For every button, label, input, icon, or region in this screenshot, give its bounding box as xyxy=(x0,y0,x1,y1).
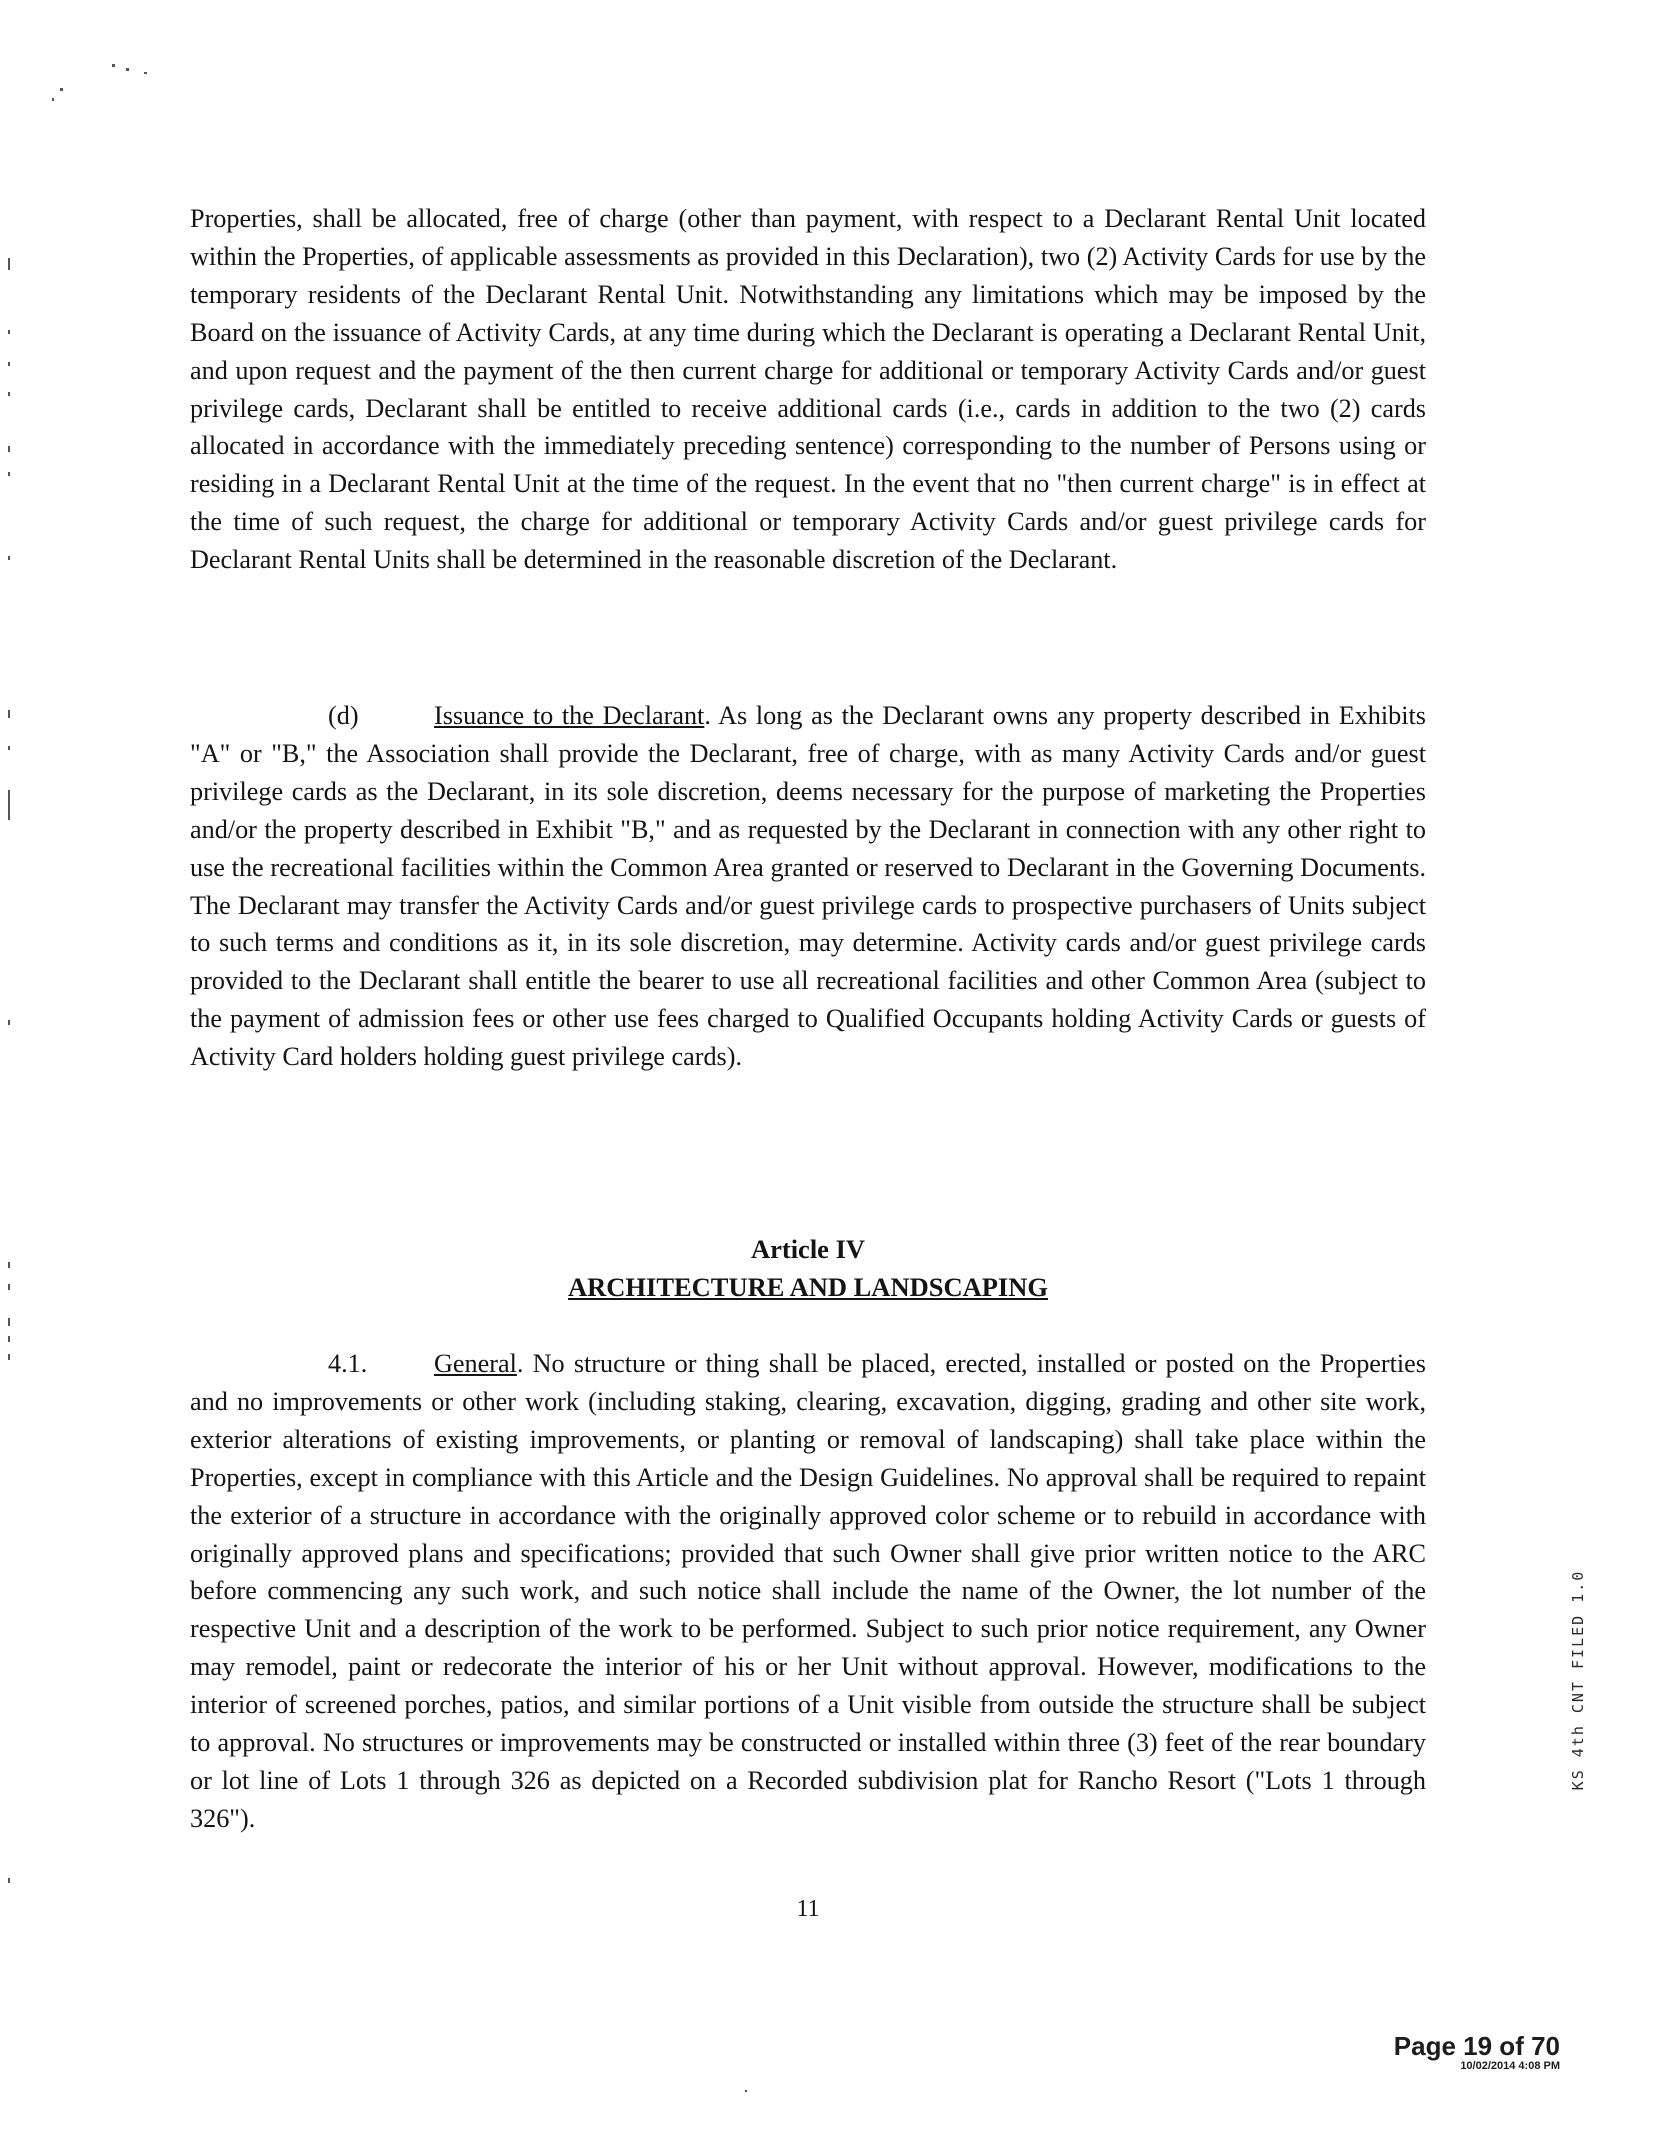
continuation-paragraph-text: Properties, shall be allocated, free of charge (other than payment, with respect to a Declarant Rental Unit located within the Properties, of applicable assessments as provided in this Declaration), two (2) Activity Cards for use by the temporary residents of the Declarant Rental Unit. Notwithstanding any limitations which may be imposed by the Board on the issuance of Activity Cards, at any time during which the Declarant is operating a Declarant Rental Unit, and upon request and the payment of the then current charge for additional or temporary Activity Cards and/or guest privilege cards, Declarant shall be entitled to receive additional cards (i.e., cards in addition to the two (2) cards allocated in accordance with the immediately preceding sentence) corresponding to the number of Persons using or residing in a Declarant Rental Unit at the time of the request. In the event that no "then current charge" is in effect at the time of such request, the charge for additional or temporary Activity Cards and/or guest privilege cards for Declarant Rental Units shall be determined in the reasonable discretion of the Declarant. xyxy=(190,204,1426,575)
scan-mark xyxy=(8,1262,10,1268)
recording-stamp-text: KS 4th CNT FILED 1.0 xyxy=(1569,1569,1587,1791)
article-number: Article IV xyxy=(750,1234,866,1264)
scan-mark xyxy=(8,746,10,750)
scan-mark xyxy=(8,710,10,718)
section-4-1-heading: General xyxy=(434,1349,517,1378)
scan-mark xyxy=(8,1318,10,1326)
page-stamp xyxy=(1362,2032,1560,2073)
scan-mark xyxy=(8,1354,10,1360)
scan-mark xyxy=(8,1336,10,1342)
section-4-1-number: 4.1. xyxy=(328,1349,368,1378)
recording-stamp xyxy=(1568,1520,1588,1840)
scan-mark xyxy=(144,72,147,74)
section-d-number: (d) xyxy=(328,701,359,730)
scan-mark xyxy=(112,64,115,67)
scan-mark xyxy=(745,2090,747,2092)
scan-mark xyxy=(8,1020,10,1025)
scan-mark xyxy=(8,258,10,270)
scan-mark xyxy=(8,392,10,396)
scan-mark xyxy=(8,1284,10,1290)
section-d-body: . As long as the Declarant owns any property described in Exhibits "A" or "B," the Association shall provide the Declarant, free of charge, with as many Activity Cards and/or guest privilege cards as the Declarant, in its sole discretion, deems necessary for the purpose of marketing the Properties and/or the property described in Exhibit "B," and as requested by the Declarant in connection with any other right to use the recreational facilities within the Common Area granted or reserved to Declarant in the Governing Documents. The Declarant may transfer the Activity Cards and/or guest privilege cards to prospective purchasers of Units subject to such terms and conditions as it, in its sole discretion, may determine. Activity cards and/or guest privilege cards provided to the Declarant shall entitle the bearer to use all recreational facilities and other Common Area (subject to the payment of admission fees or other use fees charged to Qualified Occupants holding Activity Cards or guests of Activity Card holders holding guest privilege cards). xyxy=(190,701,1426,1072)
section-4-1-paragraph xyxy=(190,1345,1426,1838)
scan-mark xyxy=(8,556,10,560)
section-d-heading: Issuance to the Declarant xyxy=(434,701,705,730)
continuation-paragraph xyxy=(190,200,1426,579)
scan-mark xyxy=(8,472,10,476)
scan-mark xyxy=(8,790,10,820)
scan-mark xyxy=(8,446,10,452)
scan-mark xyxy=(60,88,63,91)
page-stamp-date: 10/02/2014 4:08 PM xyxy=(1460,2060,1560,2072)
section-4-1-body: . No structure or thing shall be placed, erected, installed or posted on the Properties and no improvements or other work (including staking, clearing, excavation, digging, grading and other site work, exterior alterations of existing improvements, or planting or removal of landscaping) shall take place within the Properties, except in compliance with this Article and the Design Guidelines. No approval shall be required to repaint the exterior of a structure in accordance with the originally approved color scheme or to rebuild in accordance with originally approved plans and specifications; provided that such Owner shall give prior written notice to the ARC before commencing any such work, and such notice shall include the name of the Owner, the lot number of the respective Unit and a description of the work to be performed. Subject to such prior notice requirement, any Owner may remodel, paint or redecorate the interior of his or her Unit without approval. However, modifications to the interior of screened porches, patios, and similar portions of a Unit visible from outside the structure shall be subject to approval. No structures or improvements may be constructed or installed within three (3) feet of the rear boundary or lot line of Lots 1 through 326 as depicted on a Recorded subdivision plat for Rancho Resort ("Lots 1 through 326"). xyxy=(190,1349,1426,1833)
scan-mark xyxy=(8,362,10,366)
page-number: 11 xyxy=(796,1896,820,1922)
page-stamp-label: Page 19 of 70 xyxy=(1393,2031,1560,2061)
section-d-paragraph xyxy=(190,697,1426,1076)
scan-mark xyxy=(52,98,54,101)
article-title: ARCHITECTURE AND LANDSCAPING xyxy=(567,1272,1048,1302)
scan-mark xyxy=(8,330,10,334)
scan-mark xyxy=(8,1878,10,1883)
scan-mark xyxy=(126,68,129,71)
